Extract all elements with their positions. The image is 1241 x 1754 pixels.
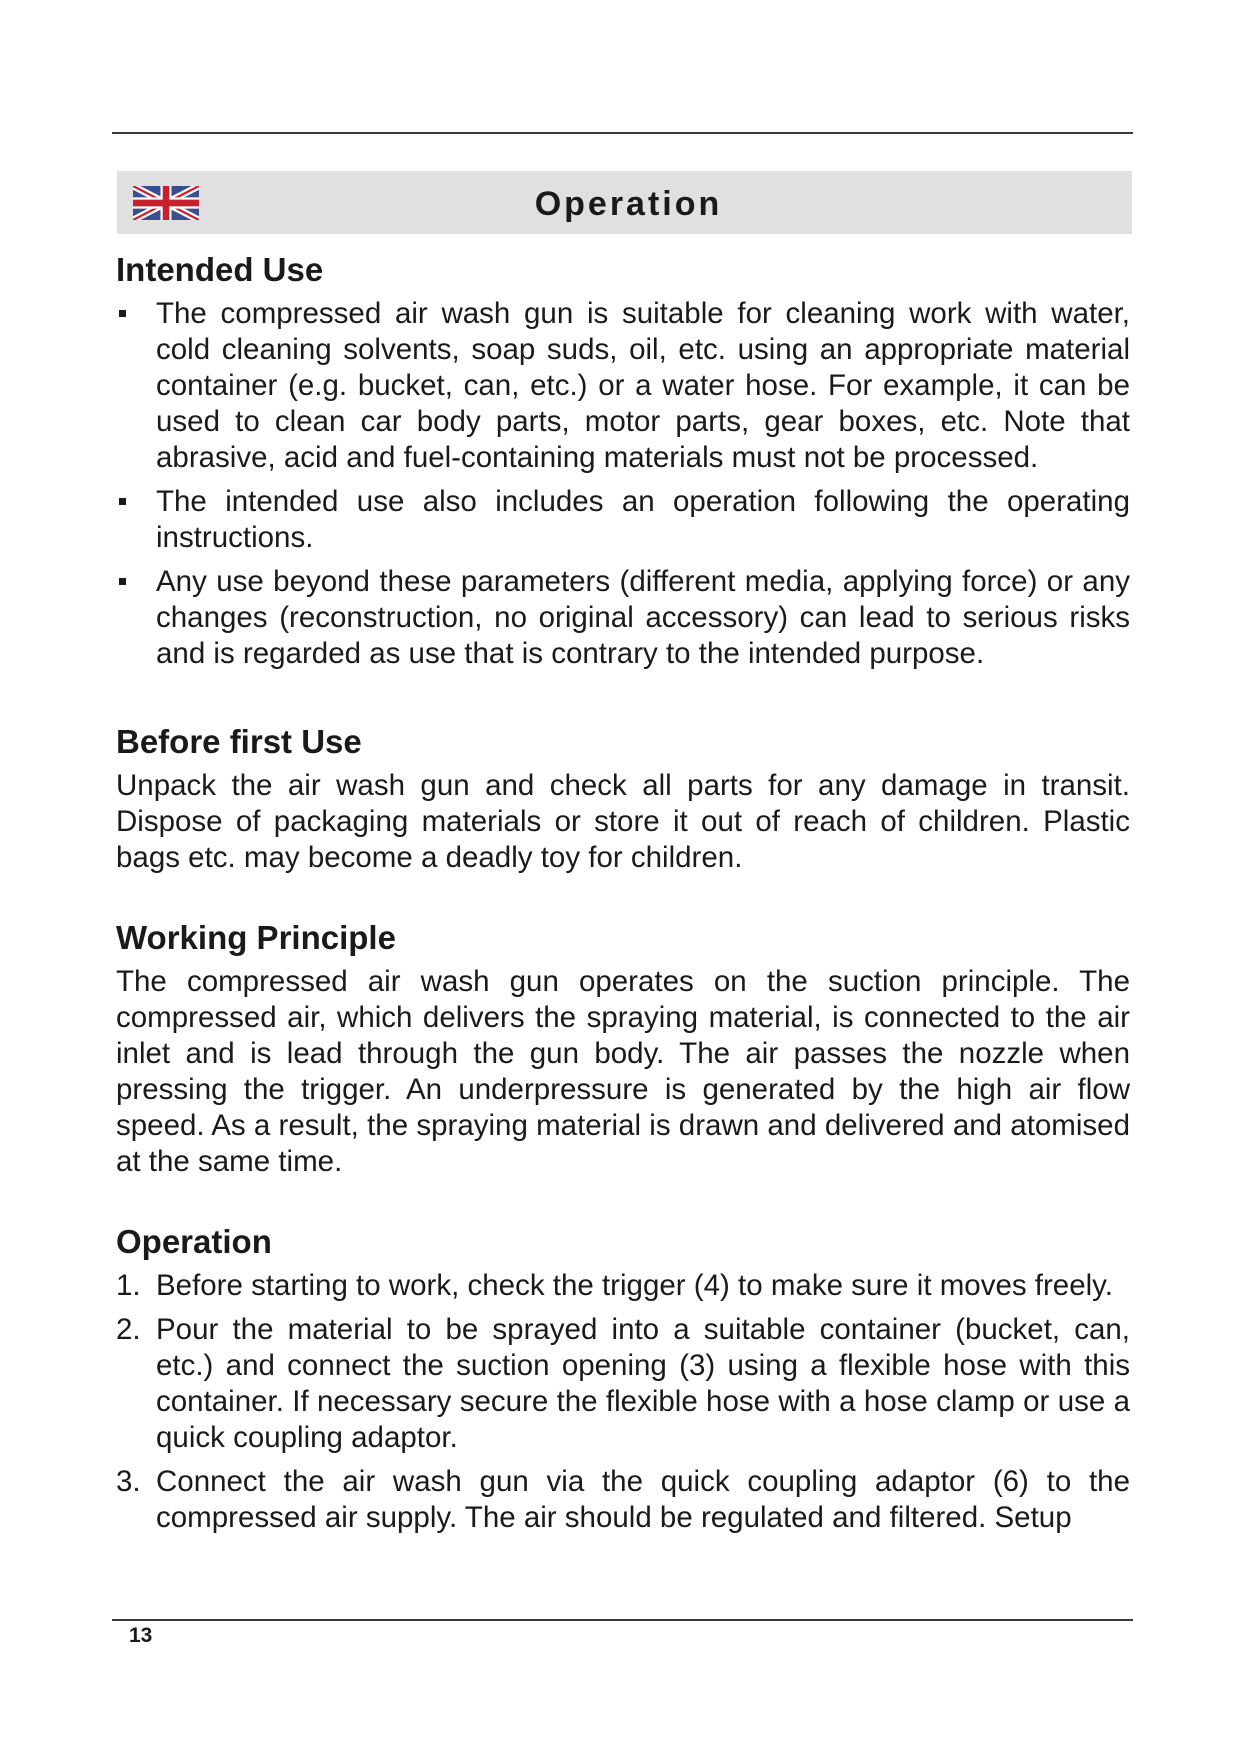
section-gap xyxy=(116,680,1130,716)
intended-use-list xyxy=(116,296,1130,672)
list-item-text: The intended use also includes an operation following the operating instructions. xyxy=(156,485,1130,554)
working-principle-text: The compressed air wash gun operates on the suction principle. The compressed air, which delivers the spraying material, is connected to the air inlet and is lead through the gun body. The air passes the nozzle when pressing the trigger. An underpressure is generated by the high air flow speed. As a result, the spraying material is drawn and delivered and atomised at the same time. xyxy=(116,965,1130,1178)
header-rule xyxy=(112,132,1133,134)
heading-intended-use: Intended Use xyxy=(116,251,324,288)
section-gap xyxy=(116,876,1130,912)
list-item xyxy=(116,1464,1130,1536)
step-number: 1. xyxy=(116,1269,141,1302)
banner-title: Operation xyxy=(534,185,723,223)
step-text: Pour the material to be sprayed into a suitable container (bucket, can, etc.) and connect the suction opening (3) using a flexible hose with this container. If necessary secure the flexible hose with a hose clamp or use a quick coupling adaptor. xyxy=(156,1313,1130,1454)
step-number: 3. xyxy=(116,1465,141,1498)
list-item xyxy=(116,564,1130,672)
list-item-text: The compressed air wash gun is suitable for cleaning work with water, cold cleaning solvents, soap suds, oil, etc. using an appropriate material container (e.g. bucket, can, etc.) or a water hose. For example, it can be used to clean car body parts, motor parts, gear boxes, etc. Note that abrasive, acid and fuel-containing materials must not be processed. xyxy=(156,297,1130,474)
step-number: 2. xyxy=(116,1313,141,1346)
list-item xyxy=(116,1268,1130,1304)
list-item xyxy=(116,484,1130,556)
before-first-use-text: Unpack the air wash gun and check all parts for any damage in transit. Dispose of packaging materials or store it out of reach of children. Plastic bags etc. may become a deadly toy for children. xyxy=(116,769,1130,874)
section-banner xyxy=(117,171,1132,234)
bullet-marker xyxy=(119,498,126,505)
heading-before-first-use: Before first Use xyxy=(116,723,362,760)
list-item xyxy=(116,1312,1130,1456)
heading-working-principle: Working Principle xyxy=(116,919,396,956)
footer-rule xyxy=(112,1619,1133,1621)
bullet-marker xyxy=(119,578,126,585)
step-text: Before starting to work, check the trigger (4) to make sure it moves freely. xyxy=(156,1269,1113,1302)
list-item xyxy=(116,296,1130,476)
bullet-marker xyxy=(119,310,126,317)
operation-steps xyxy=(116,1268,1130,1536)
list-item-text: Any use beyond these parameters (different media, applying force) or any changes (reconstruction, no original accessory) can lead to serious risks and is regarded as use that is contrary to the intended purpose. xyxy=(156,565,1130,670)
step-text: Connect the air wash gun via the quick coupling adaptor (6) to the compressed air supply. The air should be regulated and filtered. Setup xyxy=(156,1465,1130,1534)
page-content xyxy=(116,244,1130,1544)
section-gap xyxy=(116,1180,1130,1216)
page-number: 13 xyxy=(129,1624,153,1647)
heading-operation: Operation xyxy=(116,1223,272,1260)
